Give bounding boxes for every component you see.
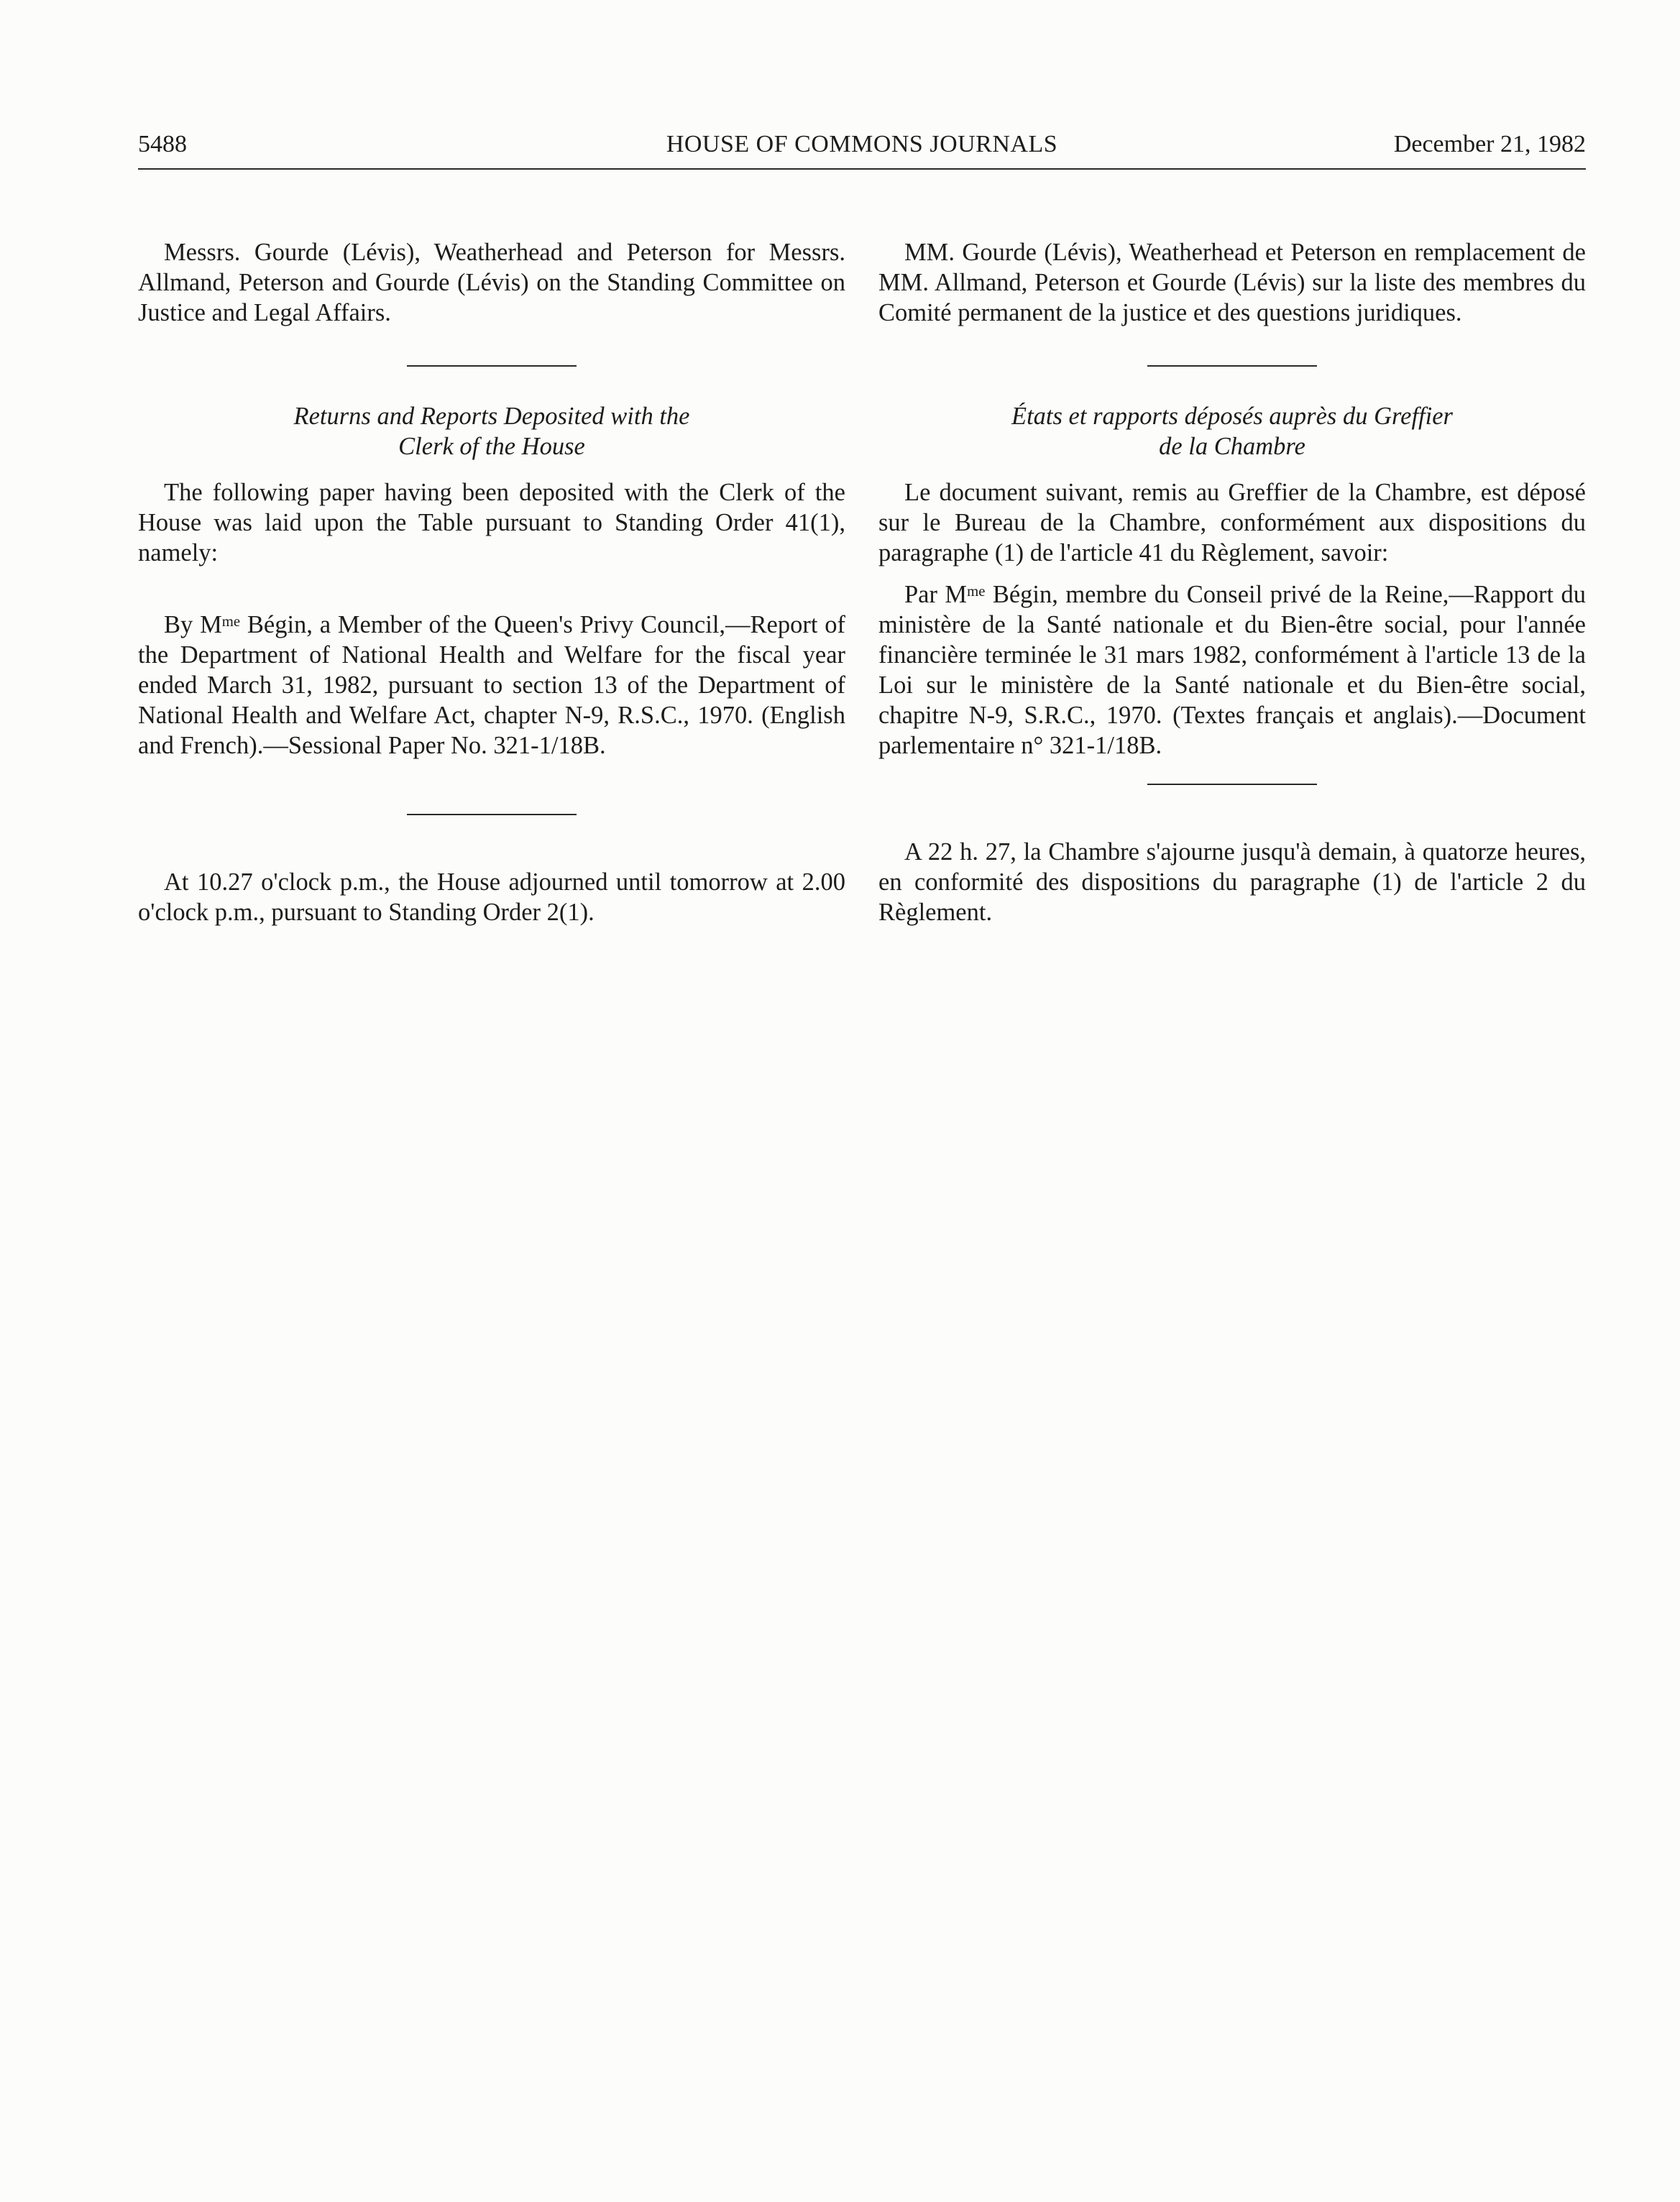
section-heading-line-1: États et rapports déposés auprès du Greffier	[1011, 403, 1453, 430]
section-heading	[878, 401, 1586, 462]
deposit-intro-paragraph: The following paper having been deposited with the Clerk of the House was laid upon the Table pursuant to Standing Order 41(1), namely:	[138, 479, 845, 566]
english-column	[138, 237, 845, 927]
sessional-paper-paragraph: Par $M^{me}$ Bégin, membre du Conseil privé de la Reine,—Rapport du ministère de la Santé nationale et du Bien-être social, pour l'année financière terminée le 31 mars 1982, conformément à l'article 13 de la Loi sur le ministère de la Santé nationale et du Bien-être social, chapitre N-9, S.R.C., 1970. (Textes français et anglais).—Document parlementaire n° 321-1/18B.	[878, 581, 1586, 759]
section-heading-line-2: de la Chambre	[1159, 433, 1305, 460]
sessional-paper-paragraph: By $M^{me}$ Bégin, a Member of the Queen's Privy Council,—Report of the Department of National Health and Welfare for the fiscal year ended March 31, 1982, pursuant to section 13 of the Department of National Health and Welfare Act, chapter N-9, R.S.C., 1970. (English and French).—Sessional Paper No. 321-1/18B.	[138, 611, 846, 759]
committee-change-paragraph: MM. Gourde (Lévis), Weatherhead et Peterson en remplacement de MM. Allmand, Peterson et Gourde (Lévis) sur la liste des membres du Comité permanent de la justice et des questions juridiques.	[878, 239, 1586, 326]
section-heading-line-2: Clerk of the House	[398, 433, 585, 460]
adjournment-paragraph: At 10.27 o'clock p.m., the House adjourned until tomorrow at 2.00 o'clock p.m., pursuant to Standing Order 2(1).	[138, 868, 845, 926]
adjournment-paragraph: A 22 h. 27, la Chambre s'ajourne jusqu'à demain, à quatorze heures, en conformité des dispositions du paragraphe (1) de l'article 2 du Règlement.	[878, 838, 1586, 926]
header-date: December 21, 1982	[1393, 131, 1586, 157]
committee-change-paragraph: Messrs. Gourde (Lévis), Weatherhead and Peterson for Messrs. Allmand, Peterson and Gourde (Lévis) on the Standing Committee on Justice and Legal Affairs.	[138, 239, 845, 326]
section-heading-line-1: Returns and Reports Deposited with the	[293, 403, 690, 430]
journal-title: HOUSE OF COMMONS JOURNALS	[666, 131, 1058, 157]
page-header	[138, 128, 1586, 170]
section-heading	[138, 401, 845, 462]
page-number: 5488	[138, 131, 187, 157]
french-column	[878, 237, 1586, 927]
deposit-intro-paragraph: Le document suivant, remis au Greffier de la Chambre, est déposé sur le Bureau de la Chambre, conformément aux dispositions du paragraphe (1) de l'article 41 du Règlement, savoir:	[878, 479, 1586, 566]
